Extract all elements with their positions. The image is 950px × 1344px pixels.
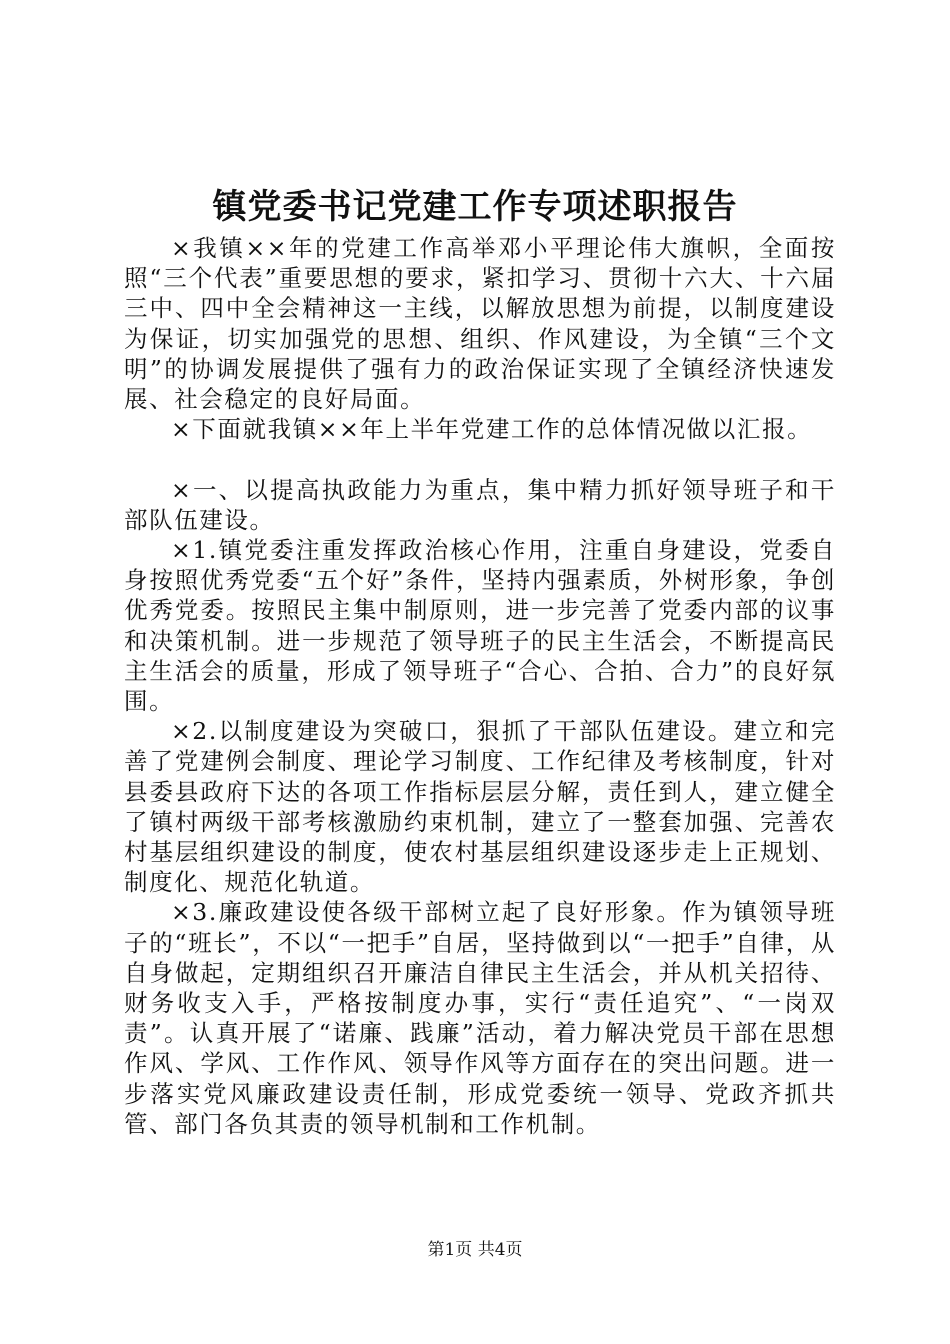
paragraph-item-3: ×3.廉政建设使各级干部树立起了良好形象。作为镇领导班子的“班长”，不以“一把手”自居，坚持做到以“一把手”自律，从自身做起，定期组织召开廉洁自律民主生活会，并从机关招待、财务收支入手，严格按制度办事，实行“责任追究”、“一岗双责”。认真开展了“诺廉、践廉”活动，着力解决党员干部在思想作风、学风、工作作风、领导作风等方面存在的突出问题。进一步落实党风廉政建设责任制，形成党委统一领导、党政齐抓共管、部门各负其责的领导机制和工作机制。 — [124, 898, 836, 1138]
document-title: 镇党委书记党建工作专项述职报告 — [212, 187, 738, 227]
paragraph-summary: ×下面就我镇××年上半年党建工作的总体情况做以汇报。 — [171, 415, 813, 444]
paragraph-intro: ×我镇××年的党建工作高举邓小平理论伟大旗帜，全面按照“三个代表”重要思想的要求，紧扣学习、贯彻十六大、十六届三中、四中全会精神这一主线，以解放思想为前提，以制度建设为保证，切实加强党的思想、组织、作风建设，为全镇“三个文明”的协调发展提供了强有力的政治保证实现了全镇经济快速发展、社会稳定的良好局面。 — [124, 234, 836, 414]
paragraph-section-one-heading: ×一、以提高执政能力为重点，集中精力抓好领导班子和干部队伍建设。 — [124, 475, 836, 534]
paragraph-item-2: ×2.以制度建设为突破口，狠抓了干部队伍建设。建立和完善了党建例会制度、理论学习制度、工作纪律及考核制度，针对县委县政府下达的各项工作指标层层分解，责任到人，建立健全了镇村两级干部考核激励约束机制，建立了一整套加强、完善农村基层组织建设的制度，使农村基层组织建设逐步走上正规划、制度化、规范化轨道。 — [124, 717, 836, 897]
blank-line — [124, 444, 836, 474]
paragraph-item-1: ×1.镇党委注重发挥政治核心作用，注重自身建设，党委自身按照优秀党委“五个好”条件，坚持内强素质，外树形象，争创优秀党委。按照民主集中制原则，进一步完善了党委内部的议事和决策机制。进一步规范了领导班子的民主生活会，不断提高民主生活会的质量，形成了领导班子“合心、合拍、合力”的良好氛围。 — [124, 536, 836, 716]
document-body — [124, 233, 836, 1139]
page-number-footer: 第1页 共4页 — [427, 1240, 523, 1260]
